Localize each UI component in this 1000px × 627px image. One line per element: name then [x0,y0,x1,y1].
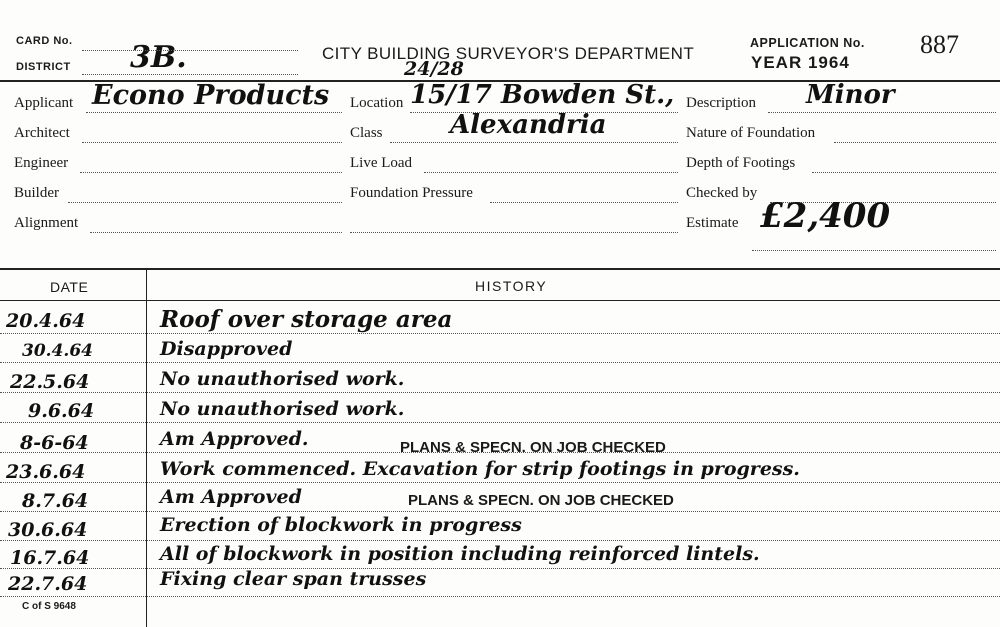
engineer-label: Engineer [14,155,69,171]
history-row-date: 9.6.64 [28,400,95,422]
history-row-entry: Erection of blockwork in progress [160,514,522,536]
card-no-label: CARD No. [16,35,73,47]
history-row-entry: Am Approved [160,486,302,508]
location-label: Location [350,95,404,111]
date-column-header: DATE [50,279,89,295]
application-no-value: 887 [920,30,959,59]
history-row-date: 8.7.64 [22,490,89,512]
location-value-line2: Alexandria [450,110,607,140]
history-row-entry: No unauthorised work. [160,368,405,390]
alignment-label: Alignment [14,215,79,231]
history-row-entry: Work commenced. Excavation for strip footings in progress. [160,458,800,480]
history-row-entry: Disapproved [160,338,293,360]
history-row-date: 30.6.64 [8,519,88,541]
history-row-entry: No unauthorised work. [160,398,405,420]
foundation-pressure-label: Foundation Pressure [350,185,473,201]
live-load-label: Live Load [350,155,413,171]
year-label: YEAR 1964 [751,53,850,72]
handwritten-reference: 24/28 [404,58,464,80]
history-row-date: 22.5.64 [10,371,90,393]
estimate-value: £2,400 [760,196,891,236]
application-no-label: APPLICATION No. [750,36,865,50]
history-row-date: 23.6.64 [6,461,86,483]
applicant-label: Applicant [14,95,74,111]
checked-by-label: Checked by [686,185,758,201]
depth-of-footings-label: Depth of Footings [686,155,796,171]
history-column-header: HISTORY [475,278,548,294]
history-row-entry: All of blockwork in position including reinforced lintels. [160,543,760,565]
history-row-entry: Fixing clear span trusses [160,568,427,590]
location-value-line1: 15/17 Bowden St., [410,80,675,110]
district-label: DISTRICT [16,61,71,73]
history-row-date: 16.7.64 [10,547,90,569]
history-row-date: 30.4.64 [22,341,93,361]
nature-of-foundation-label: Nature of Foundation [686,125,816,141]
applicant-value: Econo Products [92,80,330,111]
architect-label: Architect [14,125,70,141]
history-row-date: 8-6-64 [20,432,89,454]
class-label: Class [350,125,383,141]
estimate-label: Estimate [686,215,739,231]
history-row-date: 20.4.64 [6,310,86,332]
department-title: CITY BUILDING SURVEYOR'S DEPARTMENT [322,44,695,63]
history-row-date: 22.7.64 [8,573,88,595]
history-row-entry: Roof over storage area [160,306,453,333]
district-value: 3B. [130,40,187,75]
history-row-entry: Am Approved. [160,428,309,450]
form-number: C of S 9648 [22,601,76,612]
plans-checked-stamp: PLANS & SPECN. ON JOB CHECKED [408,492,674,509]
description-value: Minor [806,80,895,110]
plans-checked-stamp: PLANS & SPECN. ON JOB CHECKED [400,439,666,456]
builder-label: Builder [14,185,59,201]
description-label: Description [686,95,756,111]
